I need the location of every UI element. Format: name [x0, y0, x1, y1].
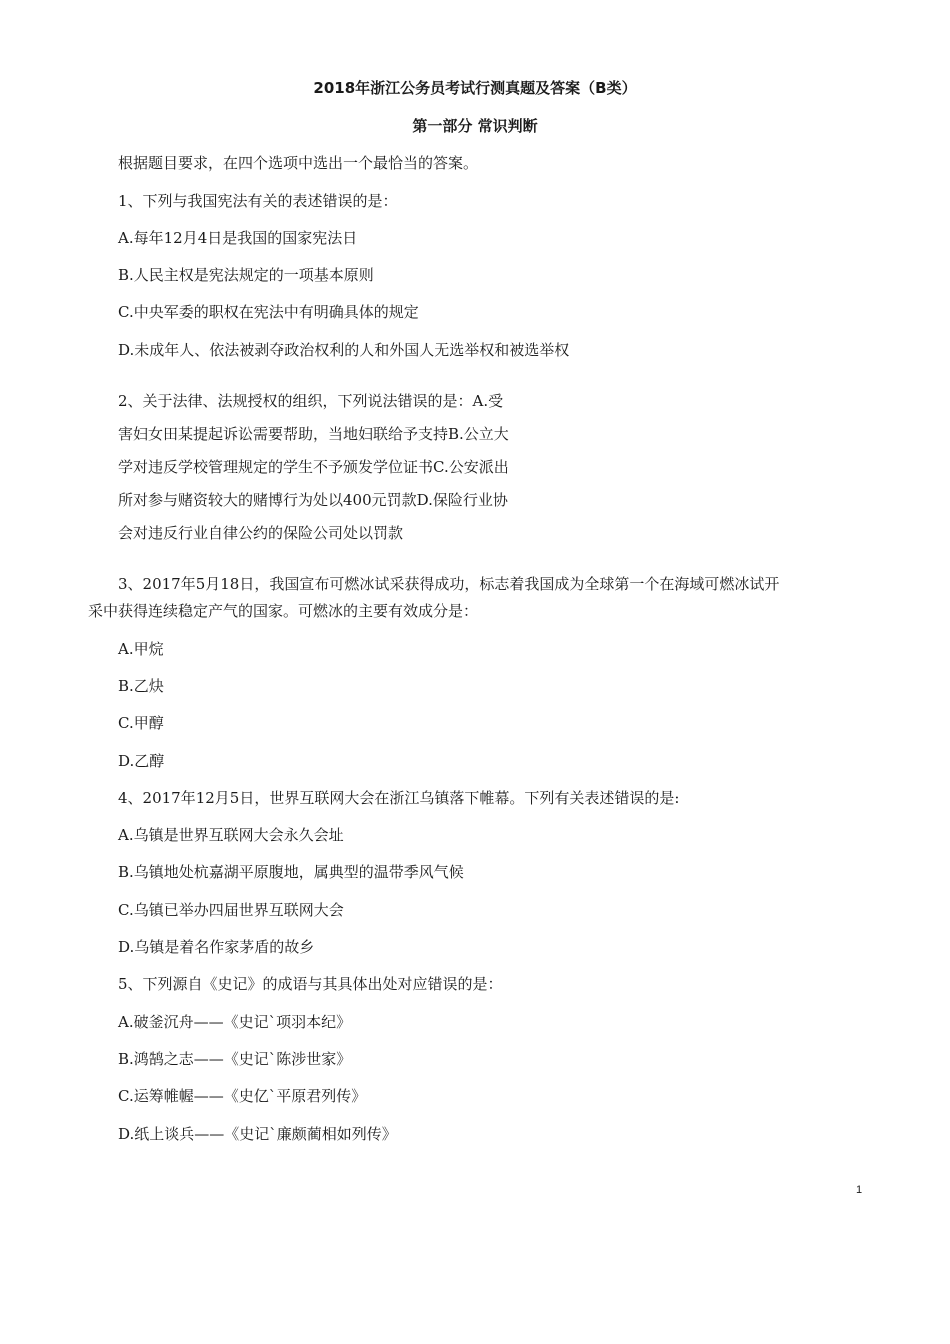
question-2-line-1: 2、关于法律、法规授权的组织，下列说法错误的是：A.受: [118, 392, 504, 410]
question-2-line-5: 会对违反行业自律公约的保险公司处以罚款: [118, 524, 404, 542]
question-5-stem: 5、下列源自《史记》的成语与其具体出处对应错误的是：: [118, 975, 503, 993]
question-5-option-b: B.鸿鹄之志——《史记`陈涉世家》: [118, 1050, 352, 1068]
question-2-line-3: 学对违反学校管理规定的学生不予颁发学位证书C.公安派出: [118, 458, 509, 476]
question-4-stem: 4、2017年12月5日，世界互联网大会在浙江乌镇落下帷幕。下列有关表述错误的是:: [118, 789, 680, 807]
question-3-line-1: 3、2017年5月18日，我国宣布可燃冰试采获得成功，标志着我国成为全球第一个在海域可燃冰试开: [118, 575, 780, 593]
question-4-option-c: C.乌镇已举办四届世界互联网大会: [118, 901, 344, 919]
question-3-option-b: B.乙炔: [118, 677, 164, 695]
question-1-option-a: A.每年12月4日是我国的国家宪法日: [118, 229, 358, 247]
question-5-option-d: D.纸上谈兵——《史记`廉颇蔺相如列传》: [118, 1125, 397, 1143]
page-number: 1: [856, 1184, 863, 1196]
question-2-line-4: 所对参与赌资较大的赌博行为处以400元罚款D.保险行业协: [118, 491, 508, 509]
question-3-option-d: D.乙醇: [118, 752, 165, 770]
question-1-option-d: D.未成年人、依法被剥夺政治权利的人和外国人无选举权和被选举权: [118, 341, 570, 359]
question-2-line-2: 害妇女田某提起诉讼需要帮助，当地妇联给予支持B.公立大: [118, 425, 509, 443]
question-1-option-b: B.人民主权是宪法规定的一项基本原则: [118, 266, 374, 284]
question-1-option-c: C.中央军委的职权在宪法中有明确具体的规定: [118, 303, 419, 321]
instruction-text: 根据题目要求，在四个选项中选出一个最恰当的答案。: [118, 154, 479, 172]
section-heading: 第一部分 常识判断: [412, 117, 538, 135]
page-title: 2018年浙江公务员考试行测真题及答案（B类）: [313, 79, 637, 97]
question-3-option-a: A.甲烷: [118, 640, 164, 658]
question-4-option-d: D.乌镇是着名作家茅盾的故乡: [118, 938, 315, 956]
question-5-option-c: C.运筹帷幄——《史亿`平原君列传》: [118, 1087, 367, 1105]
question-3-option-c: C.甲醇: [118, 714, 164, 732]
question-4-option-b: B.乌镇地处杭嘉湖平原腹地，属典型的温带季风气候: [118, 863, 464, 881]
question-1-stem: 1、下列与我国宪法有关的表述错误的是：: [118, 192, 398, 210]
question-4-option-a: A.乌镇是世界互联网大会永久会址: [118, 826, 344, 844]
question-5-option-a: A.破釜沉舟——《史记`项羽本纪》: [118, 1013, 352, 1031]
question-3-line-2: 采中获得连续稳定产气的国家。可燃冰的主要有效成分是：: [88, 602, 479, 620]
